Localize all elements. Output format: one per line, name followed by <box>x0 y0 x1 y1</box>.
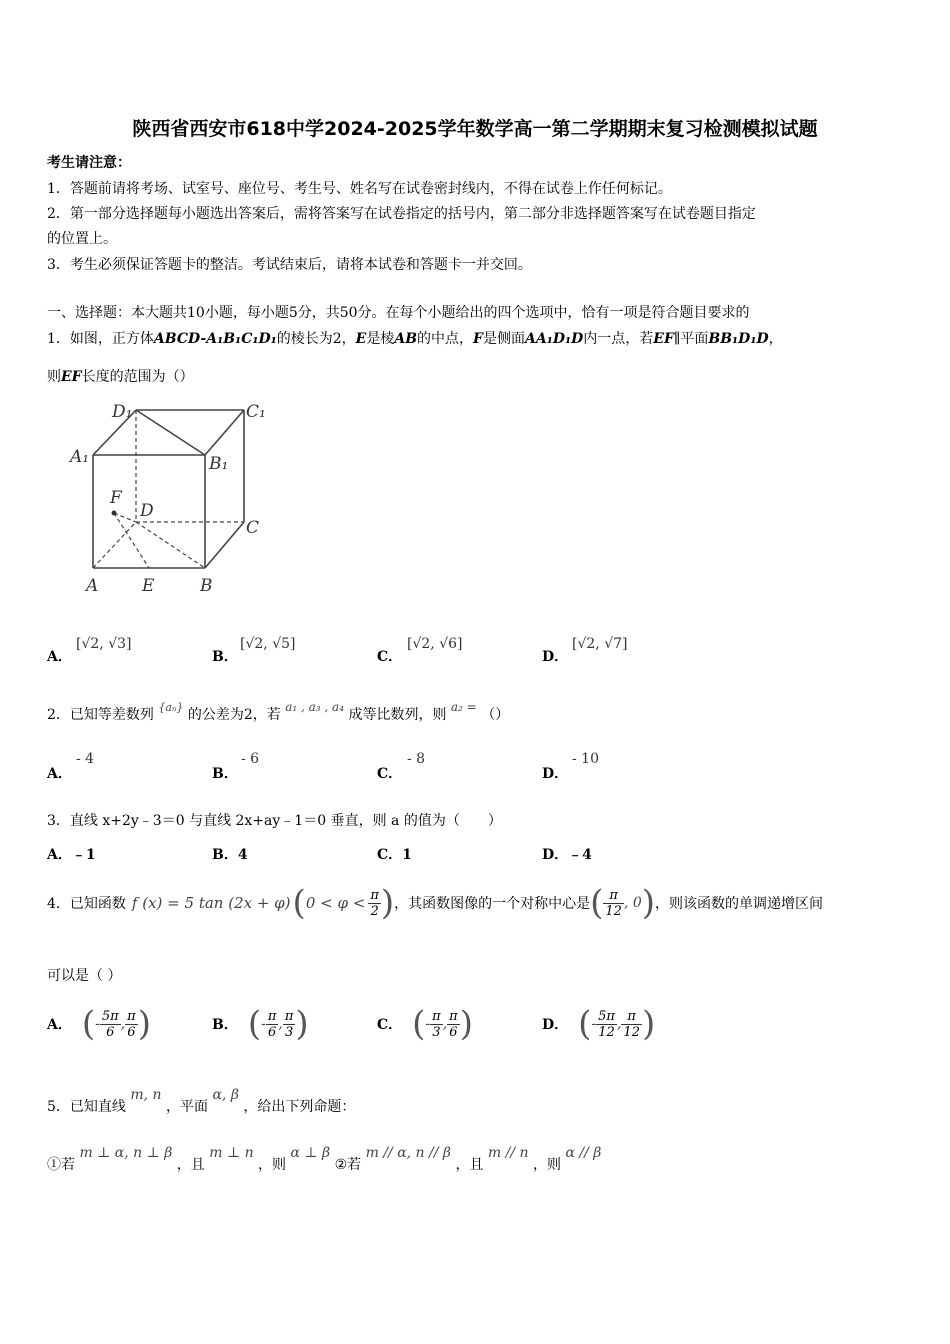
frac-num: π <box>127 1008 136 1024</box>
q5-text: ，给出下列命题： <box>243 1099 356 1115</box>
q1-plane: BB₁D₁D <box>708 331 769 347</box>
q4-center-den: 12 <box>605 903 622 919</box>
q1-text: 是棱 <box>366 331 395 347</box>
label-f: F <box>110 488 122 508</box>
diag-db-hidden <box>136 522 205 568</box>
q1-e: E <box>355 331 367 347</box>
comma: , <box>442 1016 448 1032</box>
q5-lines: m, n <box>130 1087 162 1103</box>
frac-num: π <box>621 1009 642 1025</box>
section-heading: 一、选择题：本大题共10小题，每小题5分，共50分。在每个小题给出的四个选项中，恰有一项是符合题目要求的 <box>47 305 750 321</box>
label-d: D <box>140 501 154 521</box>
cube-figure <box>60 395 290 600</box>
q2-sequence: {aₙ} <box>158 701 184 714</box>
q5-math: m // α, n // β <box>365 1145 452 1161</box>
q2-text: 成等比数列，则 <box>348 707 447 723</box>
seg-fd-hidden <box>114 513 136 522</box>
q4-minus: - <box>591 1016 597 1032</box>
frac-den: 6 <box>127 1024 136 1040</box>
q2-text: 2．已知等差数列 <box>47 707 154 723</box>
q5-text: ，平面 <box>166 1099 209 1115</box>
q4-option-c-label: C． <box>377 1017 403 1033</box>
question-5-text <box>47 1087 356 1116</box>
q4-text: 4．已知函数 <box>47 896 126 912</box>
q1-text: 的棱长为2， <box>276 331 356 347</box>
q4-option-a-label: A． <box>47 1017 72 1033</box>
notice-item: 1．答题前请将考场、试室号、座位号、考生号、姓名写在试卷密封线内，不得在试卷上作任何标记。 <box>47 181 672 197</box>
diag-d1b1 <box>136 410 205 455</box>
q5-text: ，则 <box>533 1157 562 1173</box>
q3-option-b-value: 4 <box>237 847 248 863</box>
question-1-text <box>47 328 783 348</box>
frac-den: 12 <box>598 1024 615 1040</box>
frac-den: 6 <box>449 1024 458 1040</box>
q2-option-a-value: - 4 <box>76 751 95 767</box>
q2-text: 的公差为2，若 <box>187 707 281 723</box>
q4-minus: - <box>261 1016 266 1032</box>
q4-text: ，其函数图像的一个对称中心是 <box>394 896 591 912</box>
q2-option-d-value: - 10 <box>572 751 599 767</box>
label-d1: D₁ <box>112 402 133 422</box>
q2-option-b-value: - 6 <box>241 751 260 767</box>
q1-option-a-value: [√2, √3] <box>76 636 132 652</box>
q3-option-a <box>47 844 96 864</box>
label-a1: A₁ <box>70 447 90 467</box>
notice-item: 2．第一部分选择题每小题选出答案后，需将答案写在试卷指定的括号内，第二部分非选择题答案写在试卷题目指定 <box>47 206 756 222</box>
q1-option-b-label: B． <box>212 649 238 665</box>
notice-heading: 考生请注意： <box>47 155 131 171</box>
comma: , <box>120 1016 126 1032</box>
q1-option-d-value: [√2, √7] <box>572 636 628 652</box>
q1-text: 则 <box>47 369 61 385</box>
label-e: E <box>142 576 155 596</box>
label-b1: B₁ <box>209 454 229 474</box>
q4-text-line2: 可以是（ ） <box>47 968 122 984</box>
q1-text: 如图，正方体 <box>69 331 154 347</box>
label-b: B <box>200 576 213 596</box>
q2-option-c-label: C． <box>377 766 403 782</box>
q4-text: ，则该函数的单调递增区间 <box>655 896 824 912</box>
q5-text: 5．已知直线 <box>47 1099 126 1115</box>
frac-den: 12 <box>623 1024 640 1040</box>
q4-center-y: , 0 <box>623 895 642 911</box>
q5-math: m ⊥ α, n ⊥ β <box>79 1145 173 1161</box>
page-title: 陕西省西安市618中学2024-2025学年数学高一第二学期期末复习检测模拟试题 <box>132 118 818 140</box>
q4-option-c: C． ( - $\frac{\pi}{3}$ , $\frac{\pi}{6}$ ) <box>377 1004 473 1044</box>
q4-function: f (x) = 5 tan (2x + φ) <box>131 894 291 912</box>
edge-b1c1 <box>205 410 244 455</box>
q1-text: 长度的范围为（） <box>81 369 194 385</box>
q3-option-b <box>212 844 248 864</box>
q5-math: α // β <box>565 1145 602 1161</box>
q4-condition: 0 < φ < <box>305 894 366 912</box>
q5-math: m // n <box>487 1145 529 1161</box>
frac-den: 6 <box>106 1024 115 1040</box>
q4-cond-num: π <box>370 887 379 903</box>
q4-option-a: A． ( - $\frac{5\pi}{6}$ , $\frac{\pi}{6}$ ) <box>47 1004 151 1044</box>
edge-ad-hidden <box>93 522 136 568</box>
q1-option-b-value: [√2, √5] <box>240 636 296 652</box>
q1-text: 内一点，若 <box>583 331 654 347</box>
notice-item: 3．考生必须保证答题卡的整洁。考试结束后，请将本试卷和答题卡一并交回。 <box>47 257 532 273</box>
question-4-text: 4．已知函数 f (x) = 5 tan (2x + φ) ( 0 < φ < $\frac{\pi}{2}$ ) ，其函数图像的一个对称中心是 ( $\frac{\pi}{12}$ , 0 ) ，则该函数的单调递增区间 <box>47 883 824 923</box>
frac-den: 6 <box>267 1024 277 1040</box>
q1-face: AA₁D₁D <box>525 331 584 347</box>
q4-option-d: D． ( - $\frac{5\pi}{12}$ , $\frac{\pi}{12}$ ) <box>542 1004 656 1044</box>
q1-option-c-label: C． <box>377 649 403 665</box>
notice-item: 的位置上。 <box>47 231 117 247</box>
edge-bc <box>205 522 244 568</box>
q1-option-a-label: A． <box>47 649 72 665</box>
q3-option-c-label: C． <box>377 847 403 863</box>
q1-num: 1． <box>47 331 70 347</box>
label-a: A <box>86 576 99 596</box>
frac-num: π <box>449 1008 458 1024</box>
q1-ef: EF <box>653 331 674 347</box>
q4-option-b-label: B． <box>212 1017 238 1033</box>
q1-ab: AB <box>394 331 418 347</box>
q3-option-d-label: D． <box>542 847 569 863</box>
q2-option-b-label: B． <box>212 766 238 782</box>
frac-num: π <box>267 1008 277 1024</box>
q1-f: F <box>473 331 483 347</box>
q1-text: 的中点， <box>417 331 474 347</box>
q1-text: ∥平面 <box>673 331 709 347</box>
q5-text: ，且 <box>176 1157 205 1173</box>
q3-option-c <box>377 844 412 864</box>
frac-num: π <box>432 1008 441 1024</box>
q4-minus: - <box>425 1016 431 1032</box>
question-2-text <box>47 700 510 724</box>
q4-option-d-label: D． <box>542 1017 569 1033</box>
q4-center-num: π <box>603 888 624 904</box>
comma: , <box>616 1016 622 1032</box>
q2-a2: a₂ = <box>450 700 477 714</box>
frac-num: 5π <box>598 1008 615 1024</box>
q1-option-c-value: [√2, √6] <box>407 636 463 652</box>
q3-option-d-value: ﹣4 <box>568 847 592 863</box>
q5-text: ，且 <box>455 1157 484 1173</box>
frac-den: 3 <box>432 1024 441 1040</box>
question-1-text-line2 <box>47 366 194 386</box>
q2-text: （） <box>481 707 510 723</box>
q4-minus: - <box>95 1016 100 1032</box>
q5-math: α ⊥ β <box>290 1145 331 1161</box>
question-3-text: 3．直线 x+2y﹣3＝0 与直线 2x+ay﹣1＝0 垂直，则 a 的值为（ ） <box>47 813 502 829</box>
q3-option-a-label: A． <box>47 847 72 863</box>
point-f <box>112 511 117 516</box>
q5-math: m ⊥ n <box>209 1145 254 1161</box>
q3-option-a-value: ﹣1 <box>71 847 96 863</box>
q5-planes: α, β <box>212 1087 239 1103</box>
q1-ef: EF <box>61 369 82 385</box>
frac-num: 5π <box>101 1008 119 1024</box>
q2-terms: a₁ , a₃ , a₄ <box>285 700 344 714</box>
q3-option-d <box>542 844 592 864</box>
q3-option-c-value: 1 <box>402 847 412 863</box>
q2-option-c-value: - 8 <box>407 751 426 767</box>
q5-propositions <box>47 1145 602 1174</box>
frac-den: 3 <box>284 1024 294 1040</box>
q5-text: ①若 <box>47 1157 75 1173</box>
comma: , <box>278 1016 283 1032</box>
q5-text: ②若 <box>334 1157 362 1173</box>
q4-cond-den: 2 <box>370 903 379 919</box>
label-c1: C₁ <box>246 402 266 422</box>
q2-option-d-label: D． <box>542 766 569 782</box>
frac-num: π <box>284 1008 294 1024</box>
label-c: C <box>246 518 260 538</box>
q1-option-d-label: D． <box>542 649 569 665</box>
q1-text: 是侧面 <box>483 331 525 347</box>
q1-text: ， <box>768 331 783 347</box>
q3-option-b-label: B． <box>212 847 238 863</box>
q4-option-b: B． ( - $\frac{\pi}{6}$ , $\frac{\pi}{3}$ ) <box>212 1004 309 1044</box>
q5-text: ，则 <box>258 1157 287 1173</box>
q1-cube: ABCD-A₁B₁C₁D₁ <box>153 331 277 347</box>
q2-option-a-label: A． <box>47 766 72 782</box>
